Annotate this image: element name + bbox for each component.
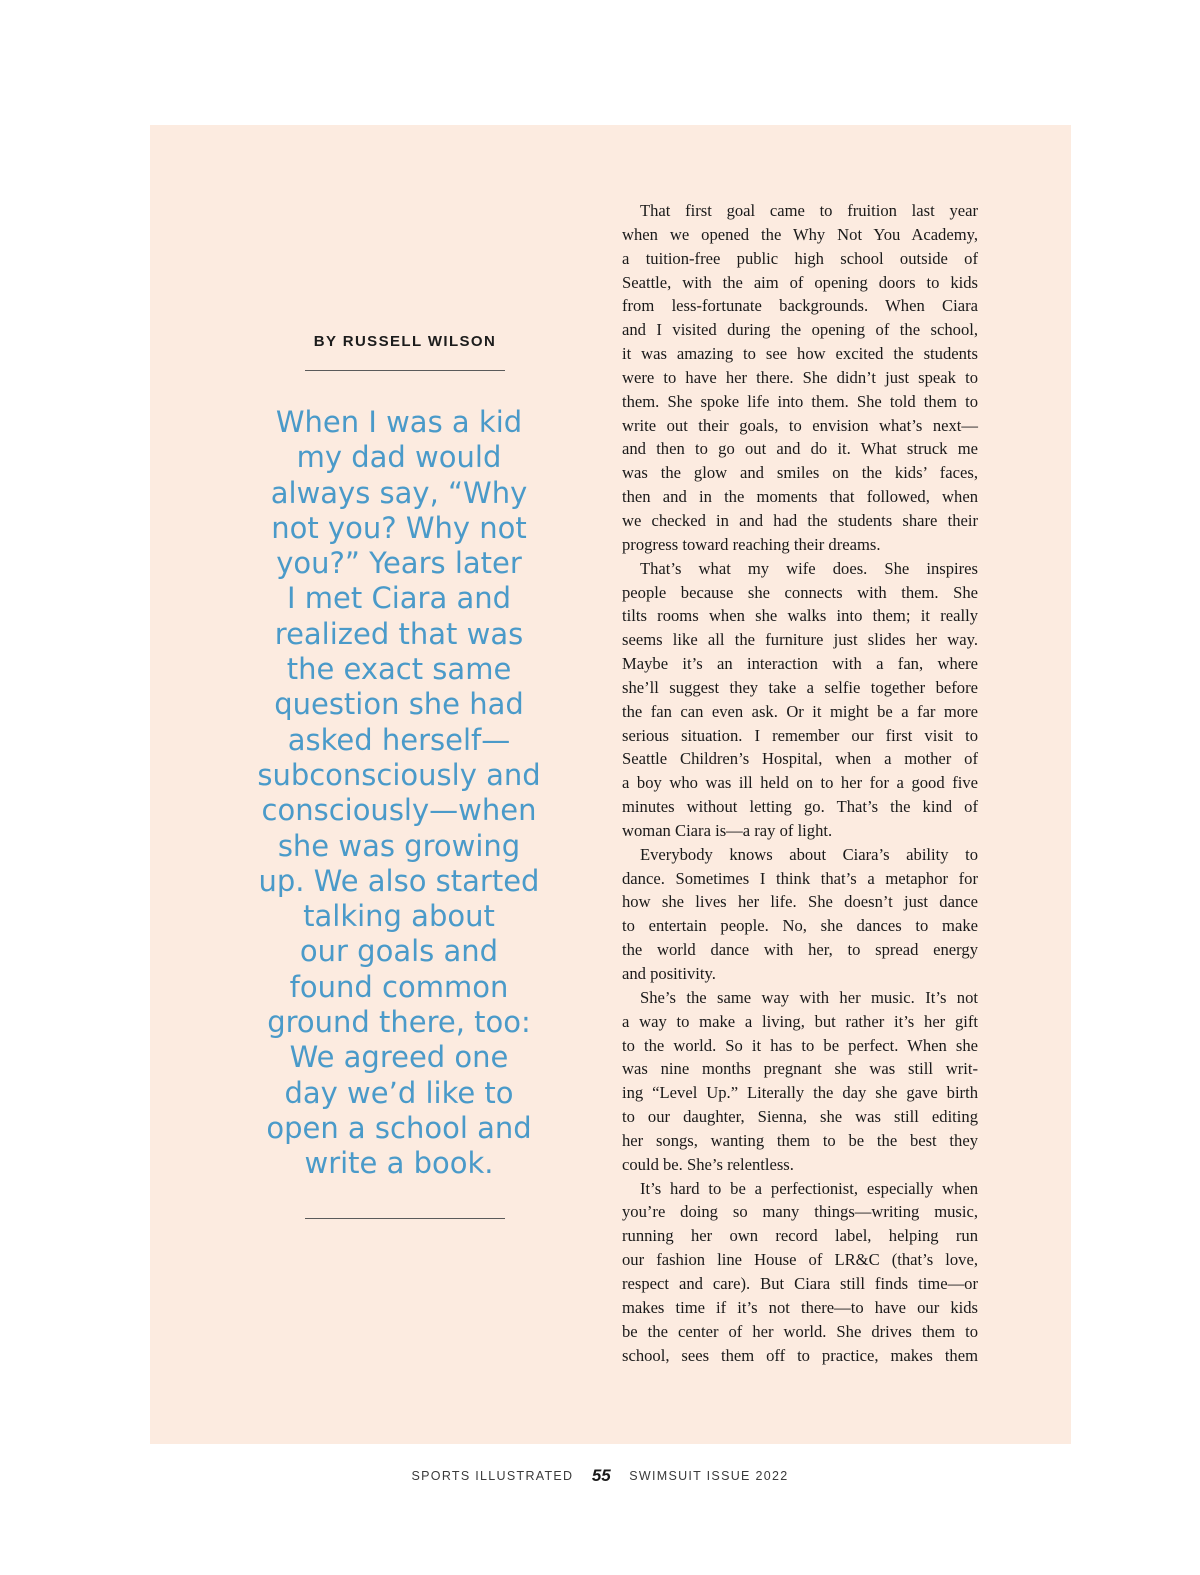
pull-quote-line: realized that was [274,616,524,651]
body-text-line: She’s the same way with her music. It’s not [640,987,978,1007]
body-text-line: the world dance with her, to spread energy [622,940,978,960]
body-text-line: It’s hard to be a perfectionist, especially when [640,1178,978,1198]
pull-quote-line: my dad would [296,440,502,475]
pull-quote-line: open a school and [266,1110,532,1145]
body-text-line: write out their goals, to envision what’s next— [622,415,978,435]
pull-quote-line: talking about [303,899,495,934]
body-text-line: her songs, wanting them to be the best they [622,1130,978,1150]
page-number: 55 [591,1466,611,1485]
pull-quote-line: day we’d like to [284,1075,514,1110]
body-text-line: ing “Level Up.” Literally the day she gave birth [622,1083,978,1103]
body-text-line: a way to make a living, but rather it’s her gift [622,1011,978,1031]
pull-quote-line: subconsciously and [257,757,541,792]
pull-quote-line: consciously—when [261,793,537,828]
pull-quote-line: I met Ciara and [287,581,511,616]
body-text-line: you’re doing so many things—writing music, [622,1202,978,1222]
body-text-line: we checked in and had the students share their [622,510,978,530]
body-text-line: progress toward reaching their dreams. [622,534,881,554]
body-text-line: and then to go out and do it. What struck me [622,439,978,459]
pull-quote-line: When I was a kid [275,405,523,439]
body-text-line: when we opened the Why Not You Academy, [622,224,978,244]
pull-quote-line: write a book. [304,1146,494,1181]
body-text-line: seems like all the furniture just slides her way. [622,630,978,650]
pull-quote-bottom-rule [305,1218,505,1219]
body-text-line: Seattle, with the aim of opening doors to kids [622,272,978,292]
pull-quote-line: ground there, too: [267,1005,531,1040]
body-text-line: makes time if it’s not there—to have our kids [622,1297,978,1317]
body-text-line: dance. Sometimes I think that’s a metaphor for [622,868,978,888]
body-text-line: how she lives her life. She doesn’t just dance [622,892,978,912]
body-text-line: to our daughter, Sienna, she was still editing [622,1107,978,1127]
pull-quote-line: not you? Why not [271,510,527,545]
pull-quote-line: she was growing [277,828,521,863]
pull-quote-line: found common [289,969,509,1004]
pull-quote-line: question she had [274,687,524,722]
body-text-line: to the world. So it has to be perfect. When she [622,1035,978,1055]
footer-publication: SPORTS ILLUSTRATED [411,1469,574,1483]
article-body [622,199,978,1367]
body-text-line: could be. She’s relentless. [622,1154,794,1174]
body-text-line: That first goal came to fruition last year [640,201,978,220]
body-text-line: a tuition-free public high school outside of [622,248,978,268]
pull-quote-top-rule [305,370,505,371]
body-text-line: Everybody knows about Ciara’s ability to [640,844,978,864]
pull-quote-line: our goals and [299,934,499,969]
pull-quote-line: the exact same [286,652,512,687]
pull-quote-line: you?” Years later [276,546,522,581]
body-text-line: woman Ciara is—a ray of light. [622,820,833,840]
body-text-line: to entertain people. No, she dances to make [622,916,978,936]
body-text-line: the fan can even ask. Or it might be a far more [622,701,978,721]
page-footer [0,1466,1200,1486]
body-text-line: them. She spoke life into them. She told them to [622,391,978,411]
body-text-line: tilts rooms when she walks into them; it really [622,606,978,626]
body-text-line: respect and care). But Ciara still finds time—or [622,1273,978,1293]
body-text-line: Maybe it’s an interaction with a fan, where [622,654,978,674]
body-text-line: and positivity. [622,964,716,983]
body-text-line: minutes without letting go. That’s the kind of [622,797,978,817]
byline: BY RUSSELL WILSON [313,333,497,350]
body-text-line: she’ll suggest they take a selfie together before [622,677,978,697]
pull-quote-line: always say, “Why [270,475,528,510]
pull-quote-line: We agreed one [289,1040,509,1075]
body-text-line: then and in the moments that followed, when [622,487,978,507]
pull-quote-line: asked herself— [287,722,511,757]
body-text-line: from less-fortunate backgrounds. When Ciara [622,296,978,316]
body-text-line: our fashion line House of LR&C (that’s love, [622,1250,978,1270]
body-text-line: running her own record label, helping run [622,1226,978,1246]
pull-quote [245,405,553,1182]
body-text-line: were to have her there. She didn’t just speak to [622,367,978,387]
body-text-line: was nine months pregnant she was still writ- [622,1059,978,1079]
body-text-line: That’s what my wife does. She inspires [640,558,978,578]
body-text-line: was the glow and smiles on the kids’ faces, [622,463,978,483]
body-text-line: Seattle Children’s Hospital, when a mother of [622,749,978,769]
body-text-line: serious situation. I remember our first visit to [622,725,978,745]
body-text-line: school, sees them off to practice, makes them [622,1345,978,1365]
body-text-line: people because she connects with them. She [622,582,978,602]
body-text-line: a boy who was ill held on to her for a good five [622,773,978,793]
footer-issue: SWIMSUIT ISSUE 2022 [629,1469,789,1483]
body-text-line: it was amazing to see how excited the students [622,344,978,364]
body-text-line: be the center of her world. She drives them to [622,1321,978,1341]
pull-quote-line: up. We also started [258,863,540,898]
body-text-line: and I visited during the opening of the school, [622,320,978,340]
